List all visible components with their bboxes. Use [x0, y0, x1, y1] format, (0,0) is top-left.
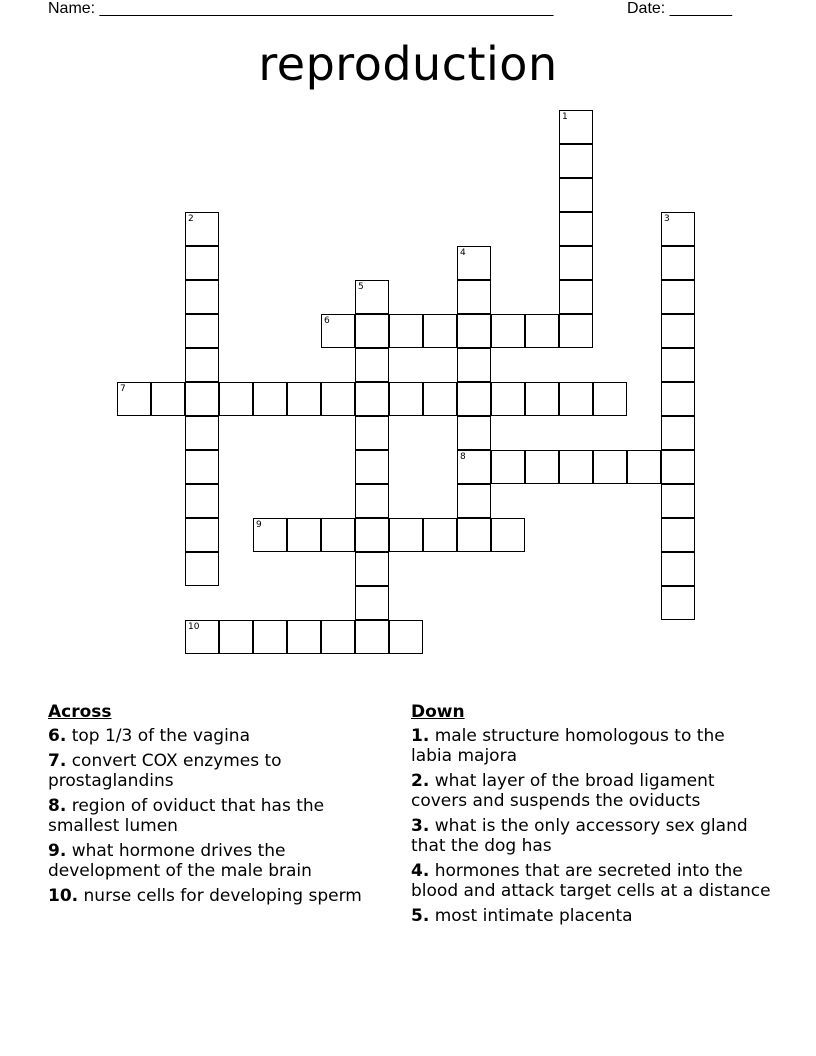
crossword-cell[interactable] [355, 518, 389, 552]
crossword-cell[interactable] [593, 450, 627, 484]
crossword-cell[interactable] [185, 620, 219, 654]
crossword-cell[interactable] [355, 314, 389, 348]
clue-number: 4. [411, 861, 430, 881]
clue-text: male structure homologous to the labia majora [411, 726, 725, 766]
crossword-cell[interactable] [525, 450, 559, 484]
cell-number: 7 [120, 384, 126, 394]
crossword-cell[interactable] [185, 450, 219, 484]
crossword-cell[interactable] [559, 110, 593, 144]
crossword-cell[interactable] [661, 552, 695, 586]
cell-number: 3 [664, 214, 670, 224]
crossword-cell[interactable] [661, 416, 695, 450]
crossword-cell[interactable] [559, 212, 593, 246]
crossword-cell[interactable] [559, 178, 593, 212]
crossword-cell[interactable] [559, 450, 593, 484]
down-heading: Down [411, 702, 465, 722]
crossword-cell[interactable] [321, 518, 355, 552]
across-clues [48, 702, 398, 911]
crossword-cell[interactable] [185, 552, 219, 586]
down-clues [411, 702, 771, 931]
clue-across-6 [48, 726, 398, 746]
cell-number: 5 [358, 282, 364, 292]
crossword-cell[interactable] [321, 314, 355, 348]
crossword-cell[interactable] [661, 484, 695, 518]
crossword-cell[interactable] [287, 382, 321, 416]
clue-down-1 [411, 726, 771, 766]
clue-across-10 [48, 886, 398, 906]
crossword-cell[interactable] [185, 348, 219, 382]
crossword-cell[interactable] [491, 382, 525, 416]
crossword-cell[interactable] [151, 382, 185, 416]
crossword-cell[interactable] [219, 620, 253, 654]
crossword-cell[interactable] [185, 212, 219, 246]
clue-number: 2. [411, 771, 430, 791]
clue-across-7 [48, 751, 398, 791]
clue-text: most intimate placenta [434, 906, 633, 926]
clue-number: 8. [48, 796, 67, 816]
crossword-cell[interactable] [559, 280, 593, 314]
crossword-cell[interactable] [423, 314, 457, 348]
crossword-cell[interactable] [321, 620, 355, 654]
clue-down-5 [411, 906, 771, 926]
clue-text: nurse cells for developing sperm [83, 886, 362, 906]
crossword-cell[interactable] [389, 382, 423, 416]
crossword-cell[interactable] [457, 518, 491, 552]
crossword-cell[interactable] [559, 382, 593, 416]
crossword-cell[interactable] [287, 620, 321, 654]
crossword-cell[interactable] [525, 314, 559, 348]
crossword-cell[interactable] [661, 518, 695, 552]
crossword-cell[interactable] [457, 382, 491, 416]
crossword-cell[interactable] [355, 620, 389, 654]
clue-text: region of oviduct that has the smallest lumen [48, 796, 325, 836]
crossword-cell[interactable] [457, 246, 491, 280]
crossword-cell[interactable] [661, 348, 695, 382]
crossword-cell[interactable] [253, 518, 287, 552]
clue-across-8 [48, 796, 398, 836]
crossword-cell[interactable] [559, 314, 593, 348]
crossword-cell[interactable] [491, 518, 525, 552]
crossword-cell[interactable] [661, 586, 695, 620]
crossword-cell[interactable] [185, 280, 219, 314]
crossword-cell[interactable] [355, 586, 389, 620]
clue-text: hormones that are secreted into the blood and attack target cells at a distance [411, 861, 771, 901]
clue-number: 9. [48, 841, 67, 861]
clue-text: what layer of the broad ligament covers and suspends the oviducts [411, 771, 715, 811]
cell-number: 10 [188, 622, 200, 632]
crossword-cell[interactable] [661, 246, 695, 280]
crossword-cell[interactable] [389, 314, 423, 348]
crossword-cell[interactable] [457, 484, 491, 518]
crossword-cell[interactable] [355, 280, 389, 314]
crossword-cell[interactable] [423, 518, 457, 552]
clue-number: 3. [411, 816, 430, 836]
name-field: Name: ___________________________________________________ [48, 0, 554, 17]
crossword-cell[interactable] [593, 382, 627, 416]
cell-number: 8 [460, 452, 466, 462]
crossword-cell[interactable] [627, 450, 661, 484]
crossword-cell[interactable] [457, 450, 491, 484]
crossword-cell[interactable] [185, 246, 219, 280]
clue-number: 10. [48, 886, 79, 906]
cell-number: 9 [256, 520, 262, 530]
crossword-cell[interactable] [559, 246, 593, 280]
crossword-cell[interactable] [491, 314, 525, 348]
crossword-cell[interactable] [661, 382, 695, 416]
clue-number: 5. [411, 906, 430, 926]
clue-across-9 [48, 841, 398, 881]
crossword-cell[interactable] [457, 348, 491, 382]
crossword-cell[interactable] [185, 382, 219, 416]
clue-number: 1. [411, 726, 430, 746]
clue-down-4 [411, 861, 771, 901]
crossword-cell[interactable] [253, 382, 287, 416]
crossword-cell[interactable] [661, 450, 695, 484]
clue-down-3 [411, 816, 771, 856]
across-heading: Across [48, 702, 112, 722]
cell-number: 4 [460, 248, 466, 258]
crossword-cell[interactable] [661, 212, 695, 246]
clue-text: what hormone drives the development of the male brain [48, 841, 312, 881]
clue-text: convert COX enzymes to prostaglandins [48, 751, 282, 791]
crossword-cell[interactable] [491, 450, 525, 484]
clue-text: what is the only accessory sex gland that the dog has [411, 816, 748, 856]
crossword-cell[interactable] [117, 382, 151, 416]
crossword-cell[interactable] [185, 416, 219, 450]
crossword-cell[interactable] [253, 620, 287, 654]
crossword-cell[interactable] [355, 450, 389, 484]
crossword-cell[interactable] [661, 314, 695, 348]
crossword-cell[interactable] [185, 518, 219, 552]
crossword-cell[interactable] [355, 416, 389, 450]
crossword-cell[interactable] [355, 348, 389, 382]
crossword-cell[interactable] [355, 484, 389, 518]
cell-number: 2 [188, 214, 194, 224]
crossword-cell[interactable] [321, 382, 355, 416]
crossword-cell[interactable] [423, 382, 457, 416]
clue-down-2 [411, 771, 771, 811]
crossword-cell[interactable] [355, 382, 389, 416]
clue-number: 6. [48, 726, 67, 746]
clue-number: 7. [48, 751, 67, 771]
crossword-cell[interactable] [185, 314, 219, 348]
crossword-cell[interactable] [457, 280, 491, 314]
crossword-cell[interactable] [287, 518, 321, 552]
date-field: Date: _______ [627, 0, 732, 17]
crossword-cell[interactable] [559, 144, 593, 178]
crossword-cell[interactable] [355, 552, 389, 586]
crossword-cell[interactable] [389, 518, 423, 552]
cell-number: 6 [324, 316, 330, 326]
clue-text: top 1/3 of the vagina [71, 726, 251, 746]
crossword-cell[interactable] [389, 620, 423, 654]
cell-number: 1 [562, 112, 568, 122]
crossword-cell[interactable] [457, 416, 491, 450]
crossword-cell[interactable] [185, 484, 219, 518]
crossword-cell[interactable] [219, 382, 253, 416]
crossword-cell[interactable] [661, 280, 695, 314]
crossword-cell[interactable] [457, 314, 491, 348]
page-title: reproduction [258, 37, 558, 91]
crossword-cell[interactable] [525, 382, 559, 416]
